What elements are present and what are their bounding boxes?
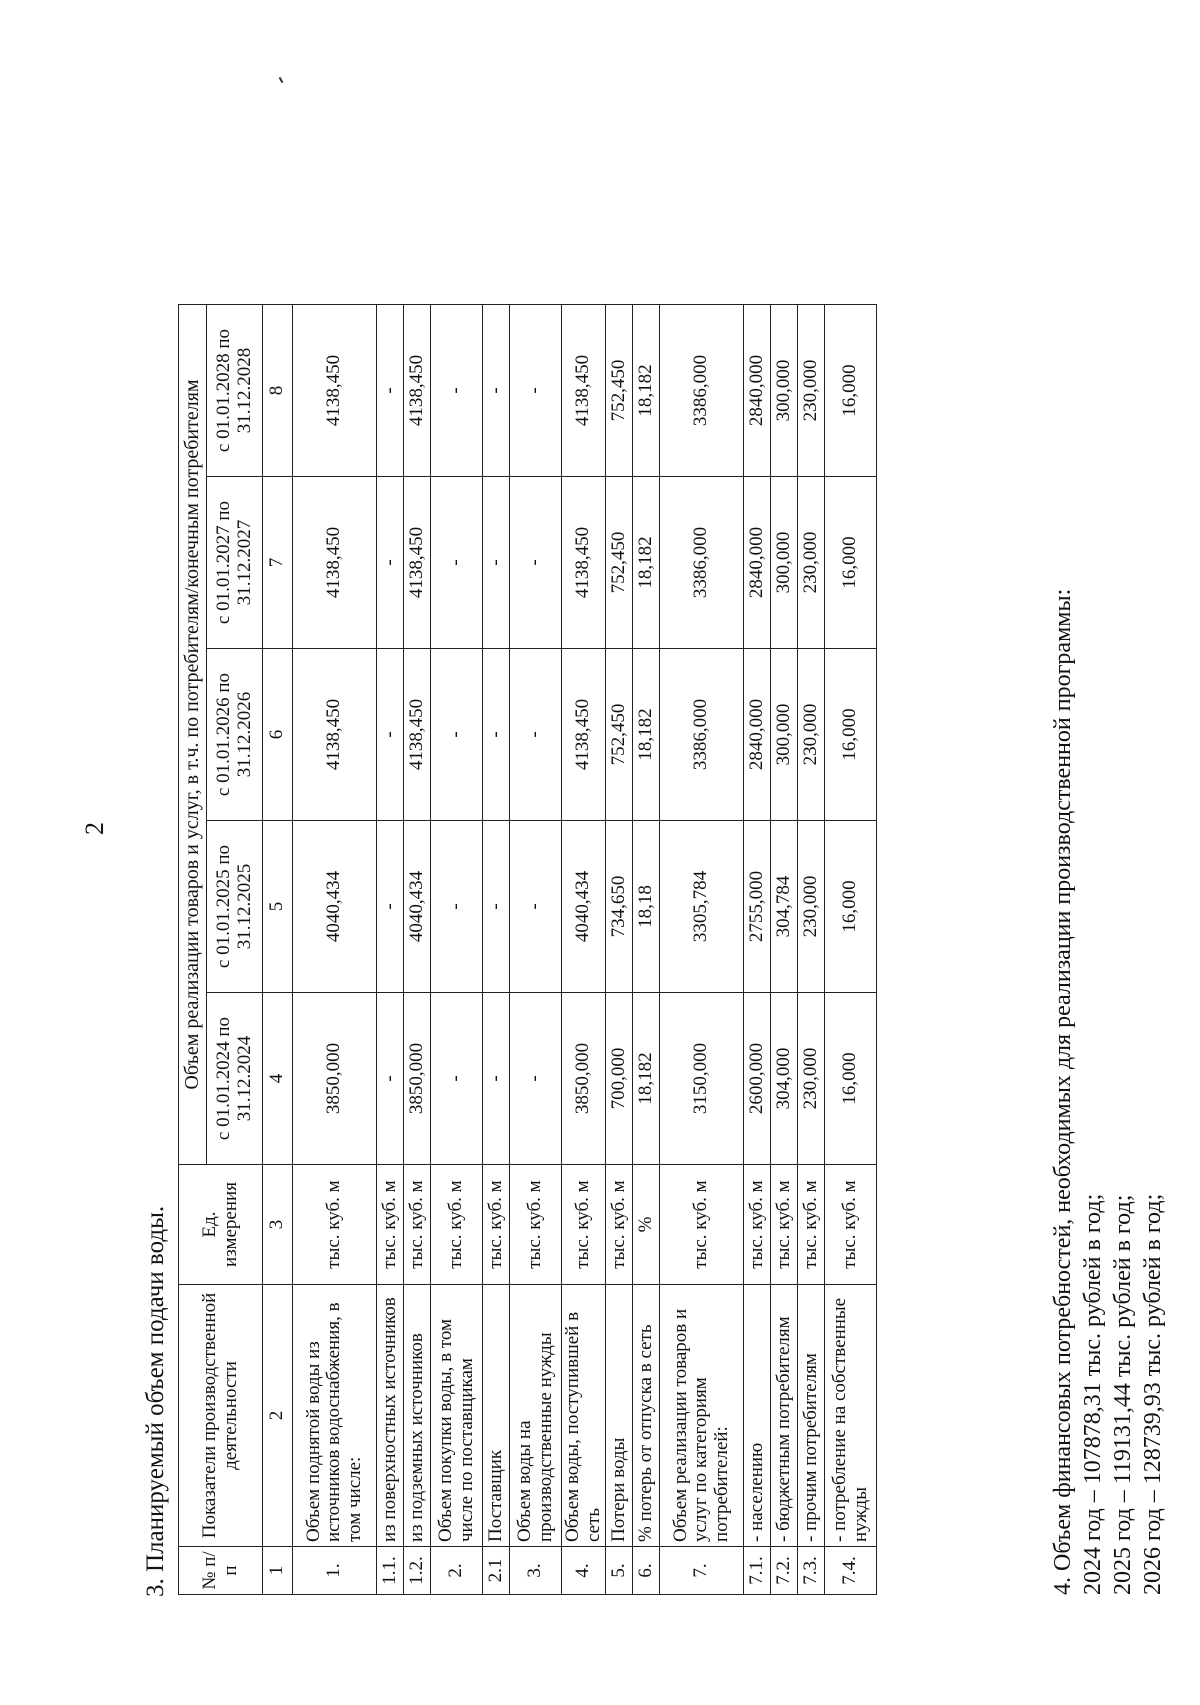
row-value: 3305,784	[660, 821, 744, 993]
header-period-2025: с 01.01.2025 по 31.12.2025	[207, 821, 263, 993]
header-indicator: Показатели производственной деятельности	[179, 1285, 263, 1547]
row-value: 4138,450	[293, 477, 377, 649]
row-value: 16,000	[825, 649, 877, 821]
row-name: - бюджетным потребителям	[771, 1285, 798, 1547]
row-value: 16,000	[825, 821, 877, 993]
row-value: 18,182	[633, 993, 660, 1165]
row-unit: тыс. куб. м	[377, 1165, 404, 1285]
row-value: 304,000	[771, 993, 798, 1165]
row-unit: тыс. куб. м	[510, 1165, 562, 1285]
row-value: -	[377, 477, 404, 649]
row-value: -	[483, 993, 510, 1165]
row-value: 230,000	[798, 477, 825, 649]
row-value: 2600,000	[744, 993, 771, 1165]
row-num: 7.	[660, 1547, 744, 1595]
row-unit: тыс. куб. м	[660, 1165, 744, 1285]
row-name: из подземных источников	[404, 1285, 431, 1547]
row-unit: тыс. куб. м	[744, 1165, 771, 1285]
row-name: Объем покупки воды, в том числе по поставщикам	[431, 1285, 483, 1547]
row-unit: тыс. куб. м	[562, 1165, 606, 1285]
row-value: -	[377, 993, 404, 1165]
row-value: -	[483, 821, 510, 993]
row-value: 3150,000	[660, 993, 744, 1165]
row-num: 5.	[606, 1547, 633, 1595]
row-value: 752,450	[606, 649, 633, 821]
row-value: 2840,000	[744, 305, 771, 477]
row-num: 1.1.	[377, 1547, 404, 1595]
row-value: 4138,450	[293, 305, 377, 477]
financial-line-2024: 2024 год – 107878,31 тыс. рублей в год;	[1080, 1193, 1106, 1595]
row-num: 4.	[562, 1547, 606, 1595]
row-value: -	[431, 649, 483, 821]
row-unit: тыс. куб. м	[483, 1165, 510, 1285]
row-name: Объем воды, поступившей в сеть	[562, 1285, 606, 1547]
row-value: 230,000	[798, 993, 825, 1165]
row-value: 752,450	[606, 305, 633, 477]
row-value: 4138,450	[404, 649, 431, 821]
row-unit: тыс. куб. м	[404, 1165, 431, 1285]
row-value: 230,000	[798, 821, 825, 993]
row-value: -	[377, 649, 404, 821]
row-unit: тыс. куб. м	[431, 1165, 483, 1285]
row-name: % потерь от отпуска в сеть	[633, 1285, 660, 1547]
row-name: из поверхностных источников	[377, 1285, 404, 1547]
table-row	[825, 305, 877, 1595]
row-value: -	[377, 821, 404, 993]
row-value: 4040,434	[293, 821, 377, 993]
header-period-2027: с 01.01.2027 по 31.12.2027	[207, 477, 263, 649]
row-value: -	[510, 649, 562, 821]
row-num: 2.	[431, 1547, 483, 1595]
row-value: 4138,450	[404, 305, 431, 477]
column-number: 5	[263, 821, 293, 993]
row-value: 4138,450	[293, 649, 377, 821]
row-name: Потери воды	[606, 1285, 633, 1547]
row-num: 1.	[293, 1547, 377, 1595]
table-row	[744, 305, 771, 1595]
header-period-2028: с 01.01.2028 по 31.12.2028	[207, 305, 263, 477]
financial-line-2026: 2026 год – 128739,93 тыс. рублей в год;	[1140, 1193, 1166, 1595]
row-value: 3386,000	[660, 649, 744, 821]
table-row	[562, 305, 606, 1595]
row-value: -	[483, 477, 510, 649]
table-row	[377, 305, 404, 1595]
row-value: -	[510, 305, 562, 477]
table-row	[660, 305, 744, 1595]
row-value: 304,784	[771, 821, 798, 993]
row-value: 18,182	[633, 649, 660, 821]
row-value: -	[483, 649, 510, 821]
row-unit: %	[633, 1165, 660, 1285]
row-num: 6.	[633, 1547, 660, 1595]
table-row	[483, 305, 510, 1595]
column-number: 2	[263, 1285, 293, 1547]
row-num: 7.3.	[798, 1547, 825, 1595]
row-value: 230,000	[798, 649, 825, 821]
row-value: 16,000	[825, 477, 877, 649]
row-num: 3.	[510, 1547, 562, 1595]
row-name: Объем реализации товаров и услуг по категориям потребителей:	[660, 1285, 744, 1547]
row-value: 230,000	[798, 305, 825, 477]
row-num: 7.2.	[771, 1547, 798, 1595]
section-4-title: 4. Объем финансовых потребностей, необходимых для реализации производственной программы:	[1050, 588, 1076, 1595]
table-row	[293, 305, 377, 1595]
row-value: 3850,000	[562, 993, 606, 1165]
row-value: -	[510, 477, 562, 649]
row-value: 3850,000	[404, 993, 431, 1165]
header-num: № п/п	[179, 1547, 263, 1595]
row-value: -	[431, 305, 483, 477]
row-value: -	[431, 993, 483, 1165]
scan-mark	[279, 77, 284, 83]
row-name: - прочим потребителям	[798, 1285, 825, 1547]
row-name: Объем воды на производственные нужды	[510, 1285, 562, 1547]
header-unit: Ед. измерения	[179, 1165, 263, 1285]
row-value: 700,000	[606, 993, 633, 1165]
row-name: Поставщик	[483, 1285, 510, 1547]
column-number: 3	[263, 1165, 293, 1285]
row-value: 4138,450	[562, 305, 606, 477]
water-supply-table	[178, 304, 877, 1595]
column-number: 7	[263, 477, 293, 649]
row-value: -	[510, 993, 562, 1165]
row-value: 18,182	[633, 477, 660, 649]
column-numbers-row	[263, 305, 293, 1595]
column-number: 4	[263, 993, 293, 1165]
row-num: 7.4.	[825, 1547, 877, 1595]
page-number: 2	[80, 822, 109, 835]
row-value: 2755,000	[744, 821, 771, 993]
row-value: -	[510, 821, 562, 993]
table-row	[798, 305, 825, 1595]
row-value: -	[431, 821, 483, 993]
header-period-2026: с 01.01.2026 по 31.12.2026	[207, 649, 263, 821]
row-value: 2840,000	[744, 649, 771, 821]
section-4	[1048, 589, 1168, 1595]
header-period-2024: с 01.01.2024 по 31.12.2024	[207, 993, 263, 1165]
row-value: 752,450	[606, 477, 633, 649]
row-value: 18,182	[633, 305, 660, 477]
row-value: 4138,450	[562, 649, 606, 821]
column-number: 6	[263, 649, 293, 821]
column-number: 8	[263, 305, 293, 477]
row-value: -	[483, 305, 510, 477]
row-value: 3386,000	[660, 477, 744, 649]
row-value: 2840,000	[744, 477, 771, 649]
row-value: 3386,000	[660, 305, 744, 477]
row-unit: тыс. куб. м	[825, 1165, 877, 1285]
row-value: 4138,450	[404, 477, 431, 649]
row-value: 3850,000	[293, 993, 377, 1165]
table-row	[404, 305, 431, 1595]
table-row	[633, 305, 660, 1595]
header-volume-group: Объем реализации товаров и услуг, в т.ч. по потребителям/конечным потребителям	[179, 305, 207, 1165]
row-value: 4040,434	[562, 821, 606, 993]
row-value: -	[431, 477, 483, 649]
row-unit: тыс. куб. м	[293, 1165, 377, 1285]
row-value: 300,000	[771, 477, 798, 649]
row-name: - потребление на собственные нужды	[825, 1285, 877, 1547]
row-value: 18,18	[633, 821, 660, 993]
row-name: - населению	[744, 1285, 771, 1547]
table-row	[510, 305, 562, 1595]
table-row	[431, 305, 483, 1595]
row-value: 300,000	[771, 649, 798, 821]
column-number: 1	[263, 1547, 293, 1595]
row-unit: тыс. куб. м	[771, 1165, 798, 1285]
row-value: 4040,434	[404, 821, 431, 993]
row-value: 4138,450	[562, 477, 606, 649]
row-value: 16,000	[825, 993, 877, 1165]
row-num: 2.1	[483, 1547, 510, 1595]
row-unit: тыс. куб. м	[606, 1165, 633, 1285]
row-value: 734,650	[606, 821, 633, 993]
financial-line-2025: 2025 год – 119131,44 тыс. рублей в год;	[1110, 1194, 1136, 1595]
row-value: 16,000	[825, 305, 877, 477]
table-row	[771, 305, 798, 1595]
section-3-title: 3. Планируемый объем подачи воды.	[142, 1205, 169, 1597]
row-name: Объем поднятой воды из источников водоснабжения, в том числе:	[293, 1285, 377, 1547]
row-unit: тыс. куб. м	[798, 1165, 825, 1285]
row-value: -	[377, 305, 404, 477]
row-num: 7.1.	[744, 1547, 771, 1595]
table-row	[606, 305, 633, 1595]
row-num: 1.2.	[404, 1547, 431, 1595]
row-value: 300,000	[771, 305, 798, 477]
